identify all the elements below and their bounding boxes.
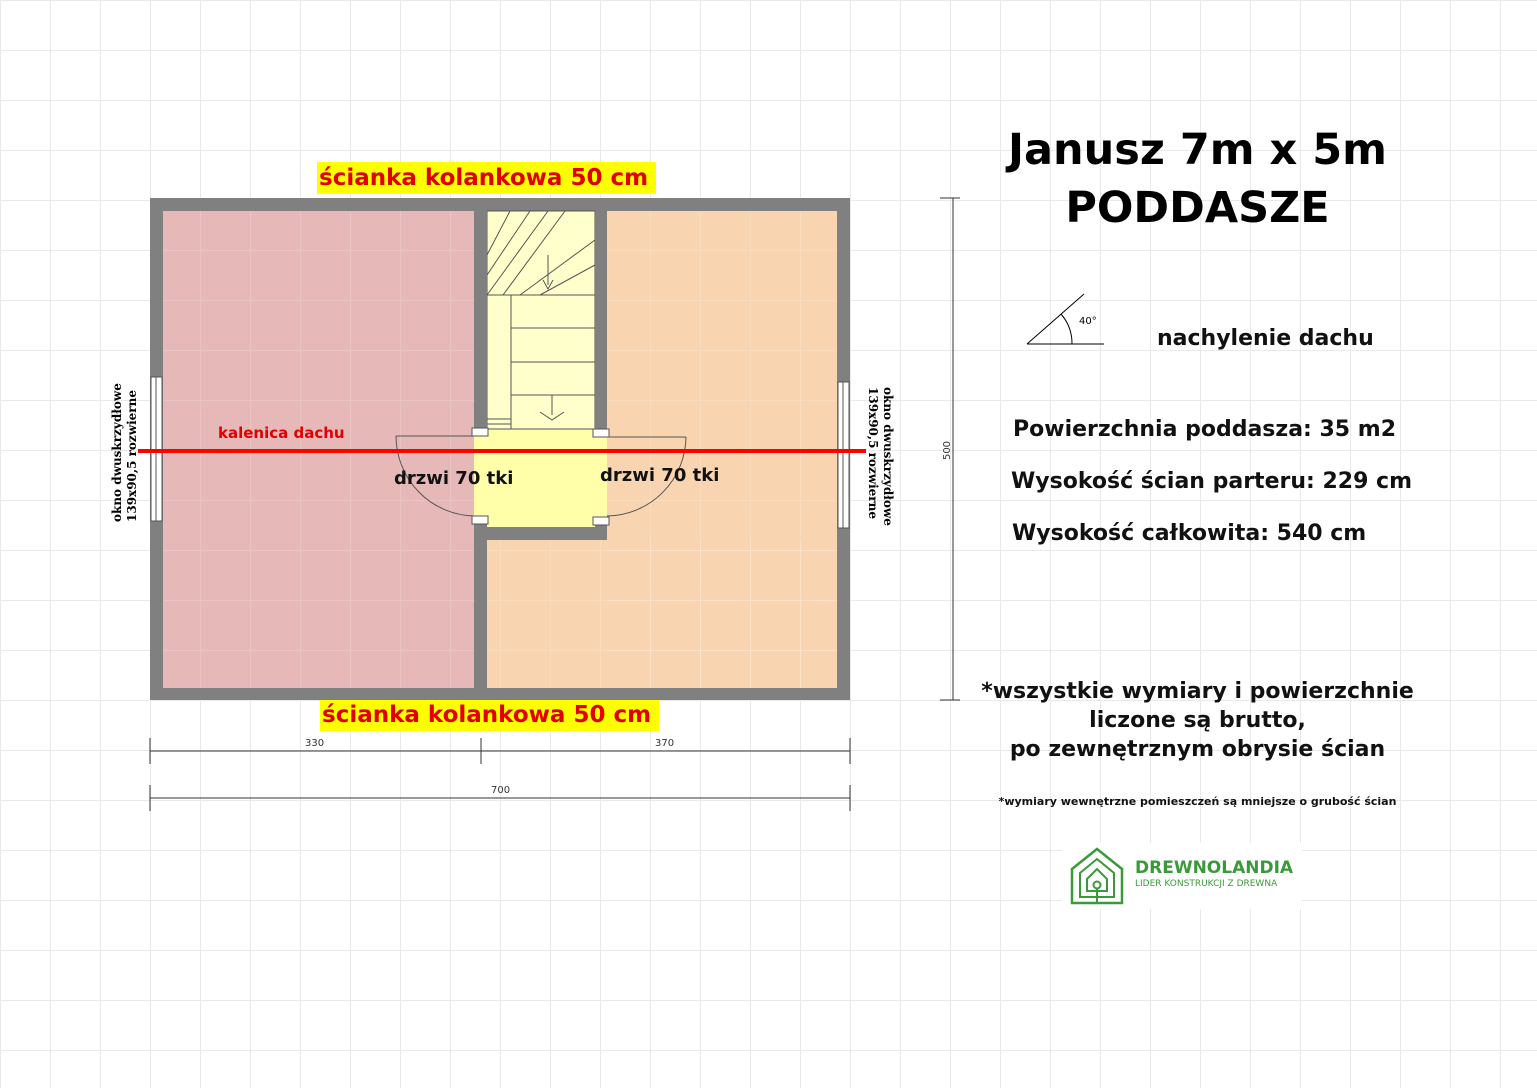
door-right-label: drzwi 70 tki (600, 465, 720, 486)
roof-angle-icon (1020, 290, 1115, 350)
floor-plan (0, 0, 960, 830)
height-dimension-label: 500 (942, 440, 954, 461)
logo-name: DREWNOLANDIA (1135, 858, 1294, 878)
area-spec: Powierzchnia poddasza: 35 m2 (1013, 417, 1397, 442)
door-left-label: drzwi 70 tki (394, 468, 514, 489)
window-left-label-line2: 139x90,5 rozwierne (125, 390, 139, 522)
page-title: Janusz 7m x 5m (1008, 125, 1387, 175)
knee-wall-top-label: ścianka kolankowa 50 cm (317, 162, 656, 194)
window-right-label-line1: okno dwuskrzydłowe (881, 387, 895, 526)
ground-wall-height-spec: Wysokość ścian parteru: 229 cm (1011, 469, 1413, 494)
note-line-2: liczone są brutto, (1089, 708, 1306, 733)
note-small: *wymiary wewnętrzne pomieszczeń są mniejsze o grubość ścian (998, 795, 1397, 808)
note-line-1: *wszystkie wymiary i powierzchnie (981, 679, 1414, 704)
left-width-label: 330 (305, 738, 325, 749)
width-dimensions (150, 738, 850, 811)
logo (1062, 843, 1302, 909)
logo-tagline: LIDER KONSTRUKCJI Z DREWNA (1135, 879, 1278, 889)
page-subtitle: PODDASZE (1065, 183, 1330, 233)
window-left-label (110, 383, 140, 522)
total-height-spec: Wysokość całkowita: 540 cm (1012, 521, 1367, 546)
window-right (838, 382, 849, 528)
logo-house-icon (1068, 845, 1126, 905)
ridge-label: kalenica dachu (218, 424, 345, 442)
window-right-label (865, 387, 895, 526)
roof-angle-label: 40° (1079, 316, 1097, 327)
note-line-3: po zewnętrznym obrysie ścian (1009, 737, 1386, 762)
roof-slope-label: nachylenie dachu (1157, 326, 1374, 351)
knee-wall-bottom-label: ścianka kolankowa 50 cm (320, 699, 659, 731)
window-right-label-line2: 139x90,5 rozwierne (866, 387, 880, 519)
right-width-label: 370 (655, 738, 675, 749)
window-left-label-line1: okno dwuskrzydłowe (110, 383, 124, 522)
total-width-label: 700 (491, 785, 511, 796)
